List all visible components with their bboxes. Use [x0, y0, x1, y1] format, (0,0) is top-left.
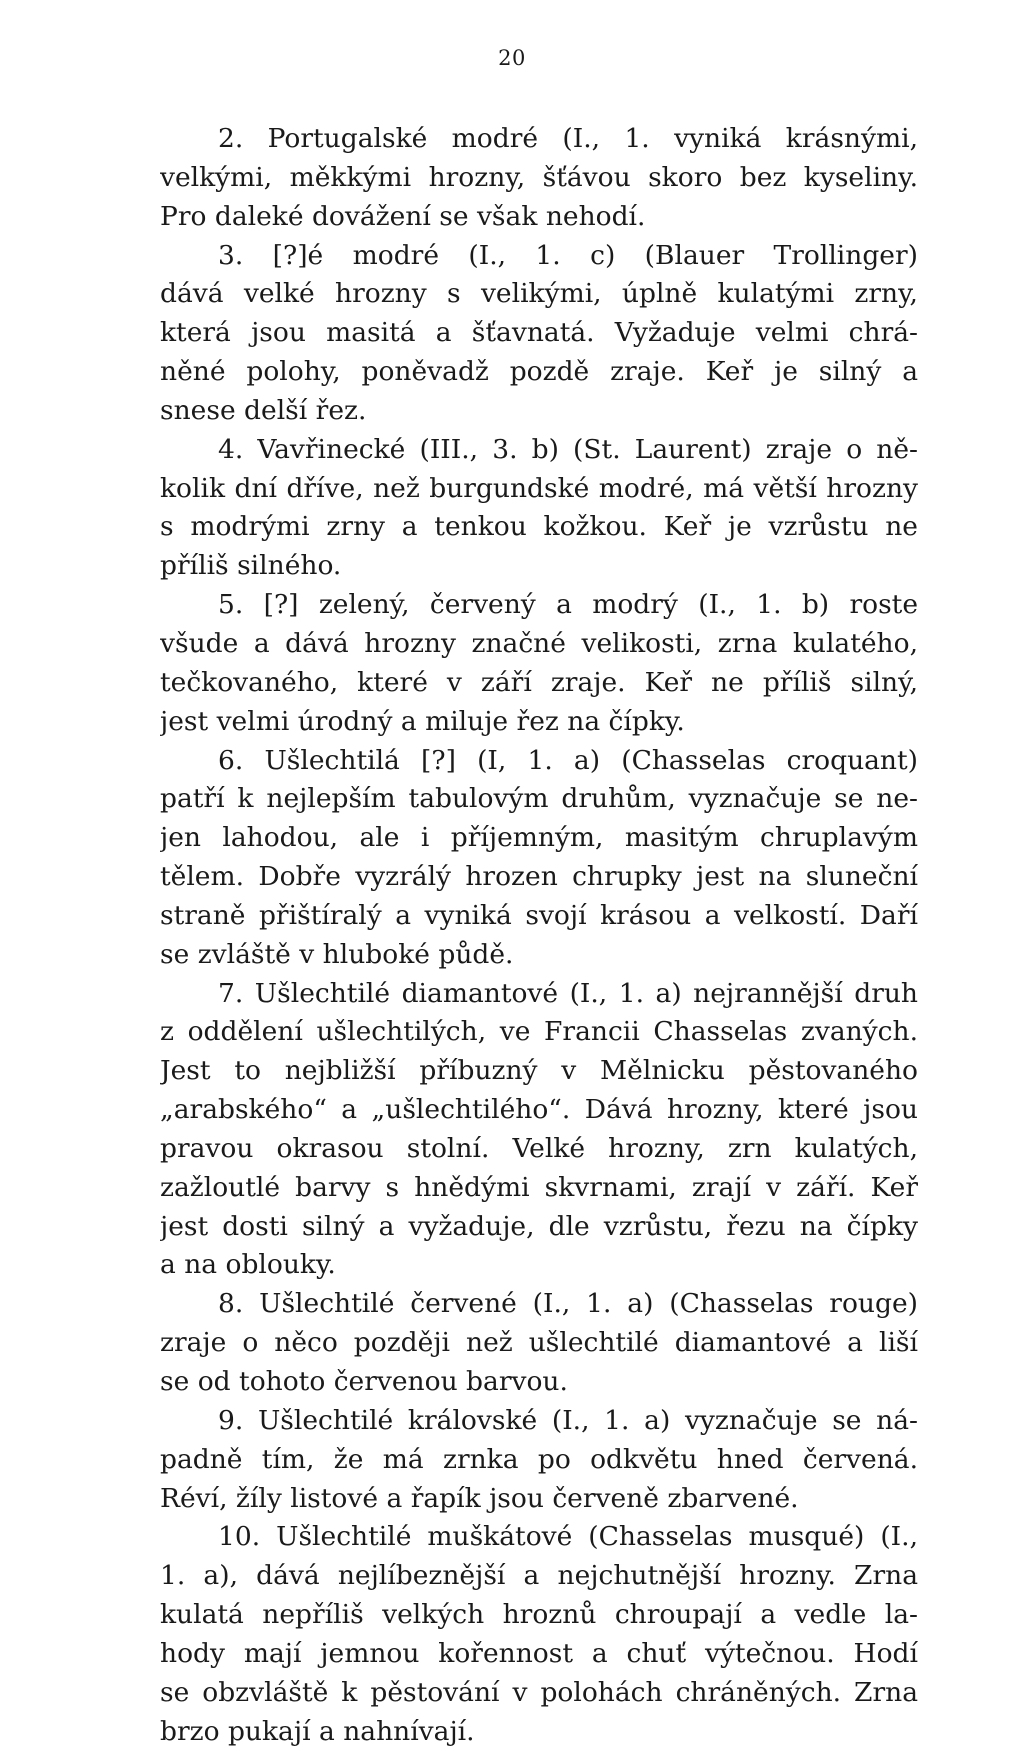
text-line: něné polohy, poněvadž pozdě zraje. Keř je silný a: [160, 356, 918, 388]
text-line: Réví, žíly listové a řapík jsou červeně zbarvené.: [160, 1482, 799, 1514]
text-line: 1. a), dává nejlíbeznější a nejchutnější hrozny. Zrna: [160, 1560, 918, 1592]
text-line: 7. Ušlechtilé diamantové (I., 1. a) nejrannější druh: [218, 977, 918, 1009]
text-line: se zvláště v hluboké půdě.: [160, 938, 514, 970]
text-line: kolik dní dříve, než burgundské modré, má větší hrozny: [160, 472, 918, 504]
text-line: 8. Ušlechtilé červené (I., 1. a) (Chasselas rouge): [218, 1288, 918, 1320]
text-line: Pro daleké dovážení se však nehodí.: [160, 200, 646, 232]
text-line: velkými, měkkými hrozny, šťávou skoro bez kyseliny.: [160, 161, 918, 193]
text-line: pravou okrasou stolní. Velké hrozny, zrn kulatých,: [160, 1132, 918, 1164]
text-line: tělem. Dobře vyzrálý hrozen chrupky jest na sluneční: [160, 861, 918, 893]
text-line: a na oblouky.: [160, 1249, 336, 1281]
text-line: tečkovaného, které v září zraje. Keř ne příliš silný,: [160, 666, 918, 698]
text-line: zraje o něco později než ušlechtilé diamantové a liší: [160, 1327, 918, 1359]
text-line: 5. [?] zelený, červený a modrý (I., 1. b) roste: [218, 589, 918, 621]
text-line: se od tohoto červenou barvou.: [160, 1366, 568, 1397]
text-line: jest dosti silný a vyžaduje, dle vzrůstu, řezu na čípky: [160, 1210, 918, 1242]
text-line: padně tím, že má zrnka po odkvětu hned červená.: [160, 1443, 918, 1475]
text-line: zažloutlé barvy s hnědými skvrnami, zrají v září. Keř: [160, 1171, 918, 1203]
text-line: „arabského“ a „ušlechtilého“. Dává hrozny, které jsou: [160, 1094, 918, 1126]
text-line: 3. [?]é modré (I., 1. c) (Blauer Trollinger): [218, 239, 918, 271]
text-line: dává velké hrozny s velikými, úplně kulatými zrny,: [160, 278, 918, 310]
text-line: snese delší řez.: [160, 394, 367, 426]
text-line: z oddělení ušlechtilých, ve Francii Chasselas zvaných.: [160, 1016, 918, 1048]
text-line: 2. Portugalské modré (I., 1. vyniká krásnými,: [218, 123, 918, 154]
text-line: s modrými zrny a tenkou kožkou. Keř je vzrůstu ne: [160, 511, 918, 543]
text-line: kulatá nepříliš velkých hroznů chroupají a vedle la-: [160, 1599, 918, 1631]
body-text: [160, 120, 918, 1751]
text-line: Jest to nejbližší příbuzný v Mělnicku pěstovaného: [160, 1055, 918, 1087]
text-line: příliš silného.: [160, 550, 342, 582]
text-line: hody mají jemnou kořennost a chuť výtečnou. Hodí: [160, 1637, 918, 1669]
text-line: která jsou masitá a šťavnatá. Vyžaduje velmi chrá-: [160, 317, 918, 349]
text-line: 10. Ušlechtilé muškátové (Chasselas musqué) (I.,: [218, 1521, 918, 1553]
text-line: 9. Ušlechtilé královské (I., 1. a) vyznačuje se ná-: [218, 1404, 918, 1436]
text-line: patří k nejlepším tabulovým druhům, vyznačuje se ne-: [160, 783, 918, 815]
text-line: 4. Vavřinecké (III., 3. b) (St. Laurent) zraje o ně-: [218, 433, 918, 465]
text-line: se obzvláště k pěstování v polohách chráněných. Zrna: [160, 1676, 918, 1708]
text-line: straně přištíralý a vyniká svojí krásou a velkostí. Daří: [160, 899, 918, 931]
text-line: brzo pukají a nahnívají.: [160, 1715, 475, 1747]
text-line: jest velmi úrodný a miluje řez na čípky.: [160, 705, 685, 737]
page-number: 20: [498, 46, 526, 70]
text-line: 6. Ušlechtilá [?] (I, 1. a) (Chasselas croquant): [218, 744, 918, 776]
text-line: jen lahodou, ale i příjemným, masitým chruplavým: [160, 822, 918, 854]
text-line: všude a dává hrozny značné velikosti, zrna kulatého,: [160, 627, 918, 659]
